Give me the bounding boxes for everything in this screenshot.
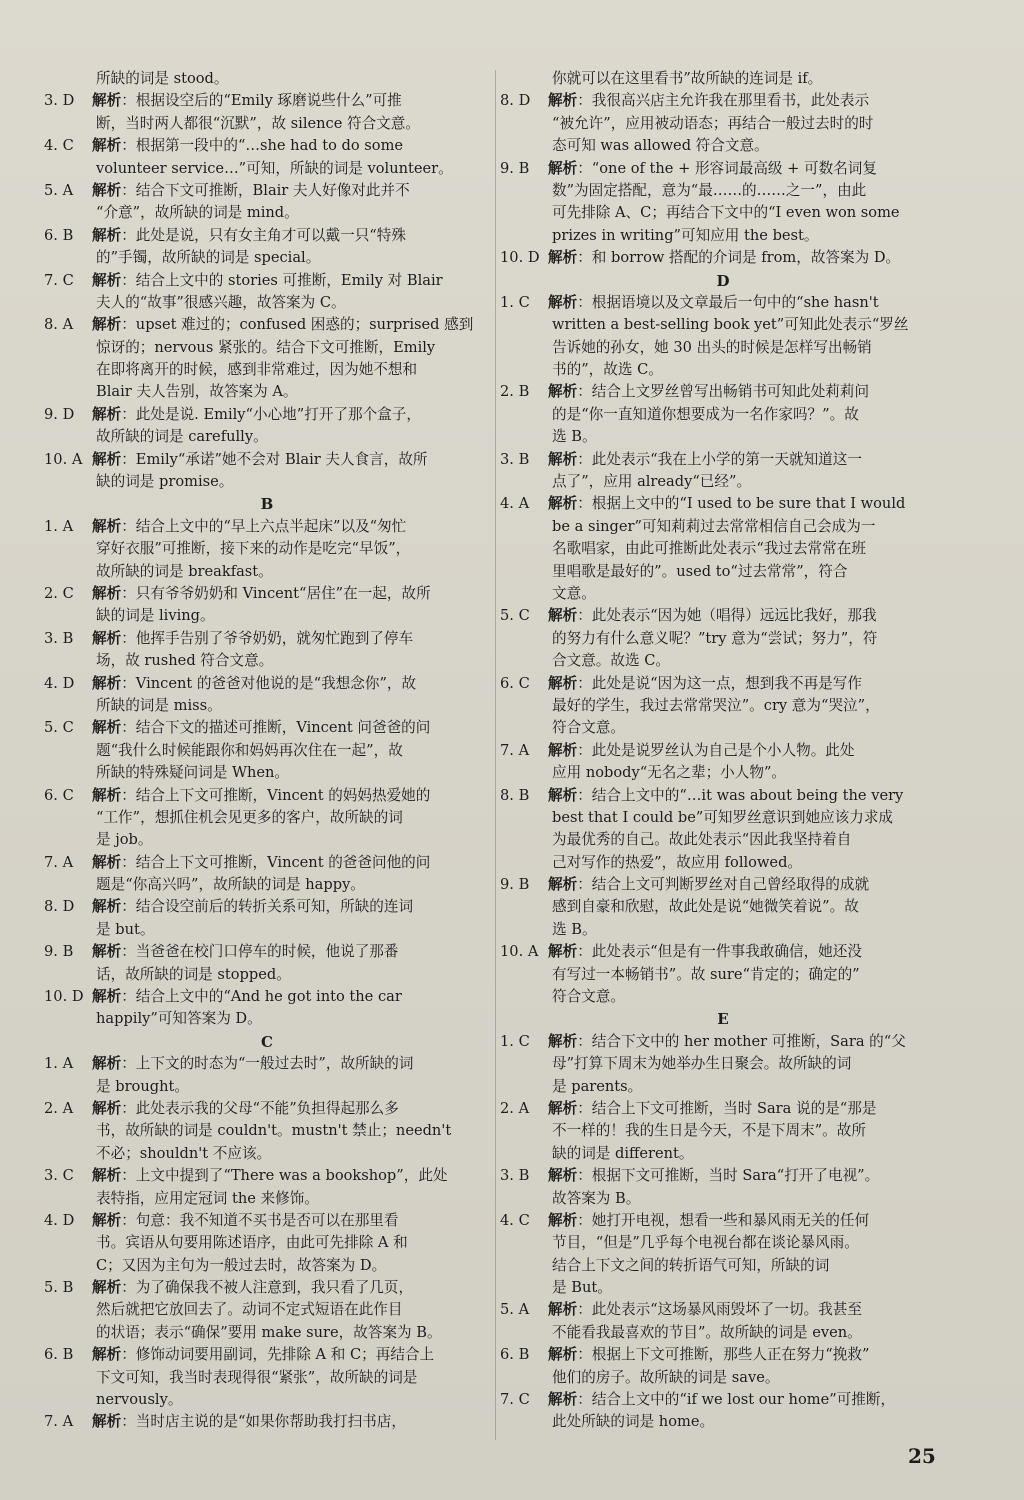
analysis-label: 解析 (92, 584, 122, 602)
explanation-text: ：为了确保我不被人注意到，我只看了几页， (121, 1279, 414, 1297)
analysis-label: 解析 (92, 674, 122, 692)
explanation-continuation: 话，故所缺的词是 stopped。 (96, 965, 291, 983)
explanation-continuation: 文意。 (552, 584, 596, 602)
explanation-continuation: 符合文意。 (552, 719, 625, 737)
answer-number: 6. B (44, 226, 74, 244)
answer-item (500, 941, 946, 963)
answer-number: 5. C (44, 719, 74, 737)
answer-item (44, 1411, 490, 1433)
explanation-continuation: 穿好衣服”可推断，接下来的动作是吃完“早饭”， (96, 540, 411, 558)
explanation-text: ：此处是说，只有女主角才可以戴一只“特殊 (121, 226, 406, 244)
explanation-continuation: 书。宾语从句要用陈述语序，由此可先排除 A 和 (96, 1234, 408, 1252)
answer-number: 8. A (44, 316, 74, 334)
explanation-text: ：结合下文的描述可推断，Vincent 问爸爸的问 (121, 719, 431, 737)
answer-item (500, 874, 946, 896)
explanation-continuation: “工作”，想抓住机会见更多的客户，故所缺的词 (96, 808, 403, 826)
answer-item (500, 673, 946, 695)
explanation-text: ：此处表示“这场暴风雨毁坏了一切。我甚至 (577, 1301, 862, 1319)
answer-item (500, 785, 946, 807)
explanation-continuation: 他们的房子。故所缺的词是 save。 (552, 1368, 780, 1386)
answer-item (44, 896, 490, 918)
answer-item (44, 1210, 490, 1232)
answer-item (500, 1165, 946, 1187)
answer-number: 3. C (44, 1167, 74, 1185)
explanation-text: ：此处表示我的父母“不能”负担得起那么多 (121, 1099, 399, 1117)
explanation-continuation: 下文可知，我当时表现得很“紧张”，故所缺的词是 (96, 1368, 418, 1386)
analysis-label: 解析 (548, 495, 578, 513)
explanation-text: ：结合上文中的“if we lost our home”可推断， (577, 1391, 896, 1409)
analysis-label: 解析 (548, 674, 578, 692)
explanation-continuation: 所缺的词是 miss。 (96, 696, 222, 714)
explanation-continuation: 的”手镯，故所缺的词是 special。 (96, 249, 321, 267)
explanation-continuation: 应用 nobody“无名之辈；小人物”。 (552, 764, 786, 782)
explanation-continuation: 合文意。故选 C。 (552, 652, 670, 670)
answer-item (500, 292, 946, 314)
answer-item (44, 180, 490, 202)
left-column (44, 68, 490, 1434)
analysis-label: 解析 (548, 450, 578, 468)
explanation-continuation: be a singer”可知莉莉过去常常相信自己会成为一 (552, 517, 876, 535)
answer-number: 4. A (500, 495, 530, 513)
explanation-continuation: 所缺的词是 stood。 (96, 70, 229, 87)
answer-item (44, 673, 490, 695)
analysis-label: 解析 (92, 988, 122, 1006)
answer-item (44, 404, 490, 426)
explanation-continuation: 此处所缺的词是 home。 (552, 1413, 715, 1431)
answer-item (500, 158, 946, 180)
explanation-continuation: 告诉她的孙女，她 30 出头的时候是怎样写出畅销 (552, 338, 872, 356)
explanation-text: ：“one of the + 形容词最高级 + 可数名词复 (577, 159, 877, 177)
answer-item (44, 449, 490, 471)
answer-item (500, 740, 946, 762)
analysis-label: 解析 (548, 741, 578, 759)
answer-number: 1. A (44, 517, 74, 535)
explanation-text: ：当爸爸在校门口停车的时候，他说了那番 (121, 943, 399, 961)
analysis-label: 解析 (548, 383, 578, 401)
explanation-text: ：此处是说. Emily“小心地”打开了那个盒子， (121, 405, 421, 423)
explanation-text: ：根据第一段中的“…she had to do some (121, 137, 404, 155)
explanation-text: ：结合下文中的 her mother 可推断，Sara 的“父 (577, 1032, 906, 1050)
answer-number: 9. B (500, 159, 530, 177)
explanation-continuation: nervously。 (96, 1391, 183, 1409)
answer-number: 5. A (44, 181, 74, 199)
explanation-text: ：结合上文可判断罗丝对自己曾经取得的成就 (577, 876, 870, 894)
answer-item (500, 90, 946, 112)
answer-item (500, 1389, 946, 1411)
analysis-label: 解析 (92, 629, 122, 647)
explanation-continuation: 在即将离开的时候，感到非常难过，因为她不想和 (96, 361, 418, 379)
analysis-label: 解析 (92, 1279, 122, 1297)
answer-item (44, 516, 490, 538)
analysis-label: 解析 (548, 1211, 578, 1229)
explanation-continuation: 不一样的！我的生日是今天，不是下周末”。故所 (552, 1122, 866, 1140)
analysis-label: 解析 (548, 607, 578, 625)
analysis-label: 解析 (92, 853, 122, 871)
explanation-continuation: 母”打算下周末为她举办生日聚会。故所缺的词 (552, 1055, 852, 1073)
explanation-continuation: happily”可知答案为 D。 (96, 1010, 262, 1028)
answer-number: 1. A (44, 1055, 74, 1073)
answer-number: 7. A (44, 853, 74, 871)
explanation-text: ：upset 难过的；confused 困惑的；surprised 感到 (121, 316, 474, 334)
analysis-label: 解析 (92, 137, 122, 155)
explanation-text: ：结合上文中的“…it was about being the very (577, 786, 904, 804)
explanation-text: ：根据设空后的“Emily 琢磨说些什么”可推 (121, 92, 402, 110)
explanation-text: ：只有爷爷奶奶和 Vincent“居住”在一起，故所 (121, 584, 431, 602)
answer-number: 6. B (44, 1346, 74, 1364)
analysis-label: 解析 (92, 1211, 122, 1229)
explanation-continuation: 缺的词是 promise。 (96, 473, 234, 491)
page-number: 25 (908, 1444, 936, 1468)
answer-number: 9. B (500, 876, 530, 894)
answer-item (500, 1344, 946, 1366)
explanation-continuation: 故答案为 B。 (552, 1189, 641, 1207)
answer-number: 10. D (44, 988, 84, 1006)
analysis-label: 解析 (92, 1055, 122, 1073)
explanation-text: ：和 borrow 搭配的介词是 from，故答案为 D。 (577, 249, 901, 267)
analysis-label: 解析 (92, 1346, 122, 1364)
analysis-label: 解析 (92, 517, 122, 535)
explanation-continuation: 数”为固定搭配，意为“最……的……之一”，由此 (552, 181, 867, 199)
explanation-continuation: 名歌唱家，由此可推断此处表示“我过去常常在班 (552, 540, 866, 558)
answer-item (44, 852, 490, 874)
explanation-continuation: 然后就把它放回去了。动词不定式短语在此作目 (96, 1301, 403, 1319)
analysis-label: 解析 (548, 1099, 578, 1117)
explanation-continuation: volunteer service…”可知，所缺的词是 volunteer。 (96, 159, 453, 177)
explanation-continuation: 己对写作的热爱”，故应用 followed。 (552, 853, 803, 871)
explanation-text: ：句意：我不知道不买书是否可以在那里看 (121, 1211, 399, 1229)
explanation-text: ：上文中提到了“There was a bookshop”，此处 (121, 1167, 448, 1185)
explanation-continuation: 是 but。 (96, 920, 155, 938)
explanation-continuation: C；又因为主句为一般过去时，故答案为 D。 (96, 1256, 387, 1274)
answer-item (500, 381, 946, 403)
answer-item (44, 90, 490, 112)
explanation-continuation: 的努力有什么意义呢？”try 意为“尝试；努力”，符 (552, 629, 878, 647)
analysis-label: 解析 (548, 1346, 578, 1364)
answer-number: 3. B (44, 629, 74, 647)
answer-item (44, 717, 490, 739)
explanation-continuation: 表特指，应用定冠词 the 来修饰。 (96, 1189, 319, 1207)
answer-item (44, 135, 490, 157)
answer-item (44, 1053, 490, 1075)
answer-number: 1. C (500, 293, 530, 311)
answer-item (44, 225, 490, 247)
explanation-text: ：Emily“承诺”她不会对 Blair 夫人食言，故所 (121, 450, 428, 468)
explanation-text: ：当时店主说的是“如果你帮助我打扫书店， (121, 1413, 406, 1431)
answer-number: 7. A (500, 741, 530, 759)
answer-number: 6. B (500, 1346, 530, 1364)
explanation-continuation: 你就可以在这里看书”故所缺的连词是 if。 (552, 70, 823, 87)
explanation-continuation: 故所缺的词是 breakfast。 (96, 562, 273, 580)
explanation-continuation: 有写过一本畅销书”。故 sure“肯定的；确定的” (552, 965, 860, 983)
explanation-text: ：根据上下文可推断，那些人正在努力“挽救” (577, 1346, 870, 1364)
answer-number: 5. B (44, 1279, 74, 1297)
answer-number: 3. B (500, 1167, 530, 1185)
answer-item (500, 1210, 946, 1232)
explanation-continuation: “被允许”，应用被动语态；再结合一般过去时的时 (552, 114, 874, 132)
answer-number: 10. A (44, 450, 83, 468)
answer-item (500, 1299, 946, 1321)
explanation-continuation: 题是“你高兴吗”，故所缺的词是 happy。 (96, 876, 365, 894)
explanation-continuation: 是 job。 (96, 831, 153, 849)
explanation-continuation: 的是“你一直知道你想要成为一名作家吗？”。故 (552, 405, 859, 423)
explanation-continuation: 所缺的特殊疑问词是 When。 (96, 764, 290, 782)
answer-number: 5. C (500, 607, 530, 625)
section-heading: C (261, 1032, 273, 1051)
answer-item (44, 314, 490, 336)
analysis-label: 解析 (92, 943, 122, 961)
answer-number: 8. B (500, 786, 530, 804)
answer-item (44, 1098, 490, 1120)
answer-number: 2. A (500, 1099, 530, 1117)
explanation-continuation: 书的”，故选 C。 (552, 361, 663, 379)
answer-item (44, 941, 490, 963)
answer-number: 6. C (500, 674, 530, 692)
explanation-continuation: 点了”，应用 already“已经”。 (552, 473, 752, 491)
analysis-label: 解析 (548, 1032, 578, 1050)
explanation-text: ：此处表示“我在上小学的第一天就知道这一 (577, 450, 862, 468)
answer-item (500, 1031, 946, 1053)
explanation-continuation: 不必；shouldn't 不应该。 (96, 1144, 272, 1162)
explanation-continuation: 态可知 was allowed 符合文意。 (552, 137, 769, 155)
answer-number: 1. C (500, 1032, 530, 1050)
explanation-text: ：根据下文可推断，当时 Sara“打开了电视”。 (577, 1167, 880, 1185)
section-heading: B (260, 495, 274, 514)
section-heading: D (716, 271, 730, 290)
explanation-continuation: 最好的学生，我过去常常哭泣”。cry 意为“哭泣”， (552, 696, 880, 714)
answer-item (44, 986, 490, 1008)
answer-number: 8. D (500, 92, 531, 110)
analysis-label: 解析 (548, 1301, 578, 1319)
explanation-text: ：Vincent 的爸爸对他说的是“我想念你”，故 (121, 674, 417, 692)
answer-number: 2. B (500, 383, 530, 401)
explanation-text: ：修饰动词要用副词，先排除 A 和 C；再结合上 (121, 1346, 435, 1364)
analysis-label: 解析 (548, 786, 578, 804)
explanation-continuation: 是 parents。 (552, 1077, 643, 1095)
explanation-continuation: 可先排除 A、C；再结合下文中的“I even won some (552, 204, 900, 222)
explanation-continuation: 断，当时两人都很“沉默”，故 silence 符合文意。 (96, 114, 420, 132)
analysis-label: 解析 (92, 316, 122, 334)
explanation-text: ：他挥手告别了爷爷奶奶，就匆忙跑到了停车 (121, 629, 414, 647)
analysis-label: 解析 (548, 1167, 578, 1185)
explanation-text: ：此处表示“但是有一件事我敢确信，她还没 (577, 943, 862, 961)
explanation-continuation: 故所缺的词是 carefully。 (96, 428, 268, 446)
answer-number: 4. D (44, 674, 75, 692)
explanation-text: ：此处表示“因为她（唱得）远远比我好，那我 (577, 607, 877, 625)
explanation-continuation: 缺的词是 living。 (96, 607, 215, 625)
explanation-text: ：她打开电视，想看一些和暴风雨无关的任何 (577, 1211, 870, 1229)
explanation-continuation: 符合文意。 (552, 988, 625, 1006)
explanation-continuation: Blair 夫人告别，故答案为 A。 (96, 383, 298, 401)
explanation-text: ：根据语境以及文章最后一句中的“she hasn't (577, 293, 879, 311)
explanation-text: ：结合上文中的“And he got into the car (121, 988, 402, 1006)
explanation-text: ：此处是说“因为这一点，想到我不再是写作 (577, 674, 862, 692)
analysis-label: 解析 (92, 719, 122, 737)
explanation-text: ：结合上下文可推断，当时 Sara 说的是“那是 (577, 1099, 877, 1117)
analysis-label: 解析 (92, 405, 122, 423)
explanation-text: ：结合上文罗丝曾写出畅销书可知此处莉莉问 (577, 383, 870, 401)
explanation-continuation: 缺的词是 different。 (552, 1144, 694, 1162)
column-divider (495, 70, 496, 1440)
answer-number: 4. C (44, 137, 74, 155)
explanation-text: ：结合上下文可推断，Vincent 的妈妈热爱她的 (121, 786, 431, 804)
explanation-continuation: 选 B。 (552, 920, 597, 938)
explanation-continuation: best that I could be”可知罗丝意识到她应该力求成 (552, 808, 894, 826)
explanation-continuation: 选 B。 (552, 428, 597, 446)
answer-item (44, 270, 490, 292)
answer-item (44, 1165, 490, 1187)
answer-item (44, 628, 490, 650)
answer-number: 7. C (500, 1391, 530, 1409)
answer-number: 8. D (44, 898, 75, 916)
analysis-label: 解析 (92, 1413, 122, 1431)
explanation-text: ：结合上文中的“早上六点半起床”以及“匆忙 (121, 517, 407, 535)
analysis-label: 解析 (92, 898, 122, 916)
analysis-label: 解析 (92, 1099, 122, 1117)
explanation-continuation: 感到自豪和欣慰，故此处是说“她微笑着说”。故 (552, 898, 859, 916)
explanation-text: ：结合设空前后的转折关系可知，所缺的连词 (121, 898, 414, 916)
answer-number: 10. A (500, 943, 539, 961)
answer-number: 9. B (44, 943, 74, 961)
answer-number: 5. A (500, 1301, 530, 1319)
explanation-text: ：此处是说罗丝认为自己是个小人物。此处 (577, 741, 855, 759)
analysis-label: 解析 (92, 786, 122, 804)
analysis-label: 解析 (92, 92, 122, 110)
explanation-continuation: written a best-selling book yet”可知此处表示“罗丝 (552, 316, 909, 334)
analysis-label: 解析 (92, 226, 122, 244)
answer-item (44, 1344, 490, 1366)
explanation-text: ：上下文的时态为“一般过去时”，故所缺的词 (121, 1055, 414, 1073)
analysis-label: 解析 (548, 943, 578, 961)
answer-number: 10. D (500, 249, 540, 267)
analysis-label: 解析 (92, 450, 122, 468)
answer-number: 9. D (44, 405, 75, 423)
analysis-label: 解析 (548, 92, 578, 110)
analysis-label: 解析 (92, 1167, 122, 1185)
answer-number: 3. B (500, 450, 530, 468)
analysis-label: 解析 (92, 271, 122, 289)
explanation-continuation: 是 brought。 (96, 1077, 189, 1095)
explanation-text: ：结合下文可推断，Blair 夫人好像对此并不 (121, 181, 410, 199)
answer-number: 4. C (500, 1211, 530, 1229)
explanation-text: ：结合上下文可推断，Vincent 的爸爸问他的问 (121, 853, 431, 871)
explanation-text: ：根据上文中的“I used to be sure that I would (577, 495, 906, 513)
answer-number: 6. C (44, 786, 74, 804)
section-heading: E (717, 1010, 729, 1029)
answer-item (44, 785, 490, 807)
explanation-continuation: 不能看我最喜欢的节目”。故所缺的词是 even。 (552, 1323, 862, 1341)
explanation-continuation: 题“我什么时候能跟你和妈妈再次住在一起”，故 (96, 741, 403, 759)
answer-item (44, 583, 490, 605)
answer-number: 2. C (44, 584, 74, 602)
explanation-continuation: 是 But。 (552, 1279, 612, 1297)
answer-item (500, 449, 946, 471)
answer-number: 2. A (44, 1099, 74, 1117)
explanation-continuation: 惊讶的；nervous 紧张的。结合下文可推断，Emily (96, 338, 436, 356)
answer-number: 4. D (44, 1211, 75, 1229)
analysis-label: 解析 (548, 1391, 578, 1409)
answer-item (500, 605, 946, 627)
answer-item (500, 493, 946, 515)
analysis-label: 解析 (548, 159, 578, 177)
explanation-continuation: 结合上下文之间的转折语气可知，所缺的词 (552, 1256, 830, 1274)
explanation-continuation: 为最优秀的自己。故此处表示“因此我坚持着自 (552, 831, 852, 849)
analysis-label: 解析 (548, 293, 578, 311)
explanation-text: ：结合上文中的 stories 可推断，Emily 对 Blair (121, 271, 443, 289)
explanation-continuation: prizes in writing”可知应用 the best。 (552, 226, 819, 244)
explanation-continuation: 场，故 rushed 符合文意。 (96, 652, 274, 670)
explanation-text: ：我很高兴店主允许我在那里看书，此处表示 (577, 92, 870, 110)
explanation-continuation: 的状语；表示“确保”要用 make sure，故答案为 B。 (96, 1323, 442, 1341)
explanation-continuation: 里唱歌是最好的”。used to“过去常常”，符合 (552, 562, 848, 580)
explanation-continuation: 节目，“但是”几乎每个电视台都在谈论暴风雨。 (552, 1234, 859, 1252)
answer-item (500, 1098, 946, 1120)
answer-number: 3. D (44, 92, 75, 110)
explanation-continuation: 书，故所缺的词是 couldn't。mustn't 禁止；needn't (96, 1122, 452, 1140)
right-column (500, 68, 946, 1434)
answer-number: 7. A (44, 1413, 74, 1431)
explanation-continuation: 夫人的“故事”很感兴趣，故答案为 C。 (96, 293, 346, 311)
answer-number: 7. C (44, 271, 74, 289)
analysis-label: 解析 (548, 249, 578, 267)
analysis-label: 解析 (548, 876, 578, 894)
answer-item (500, 247, 946, 269)
answer-item (44, 1277, 490, 1299)
explanation-continuation: “介意”，故所缺的词是 mind。 (96, 204, 299, 222)
analysis-label: 解析 (92, 181, 122, 199)
